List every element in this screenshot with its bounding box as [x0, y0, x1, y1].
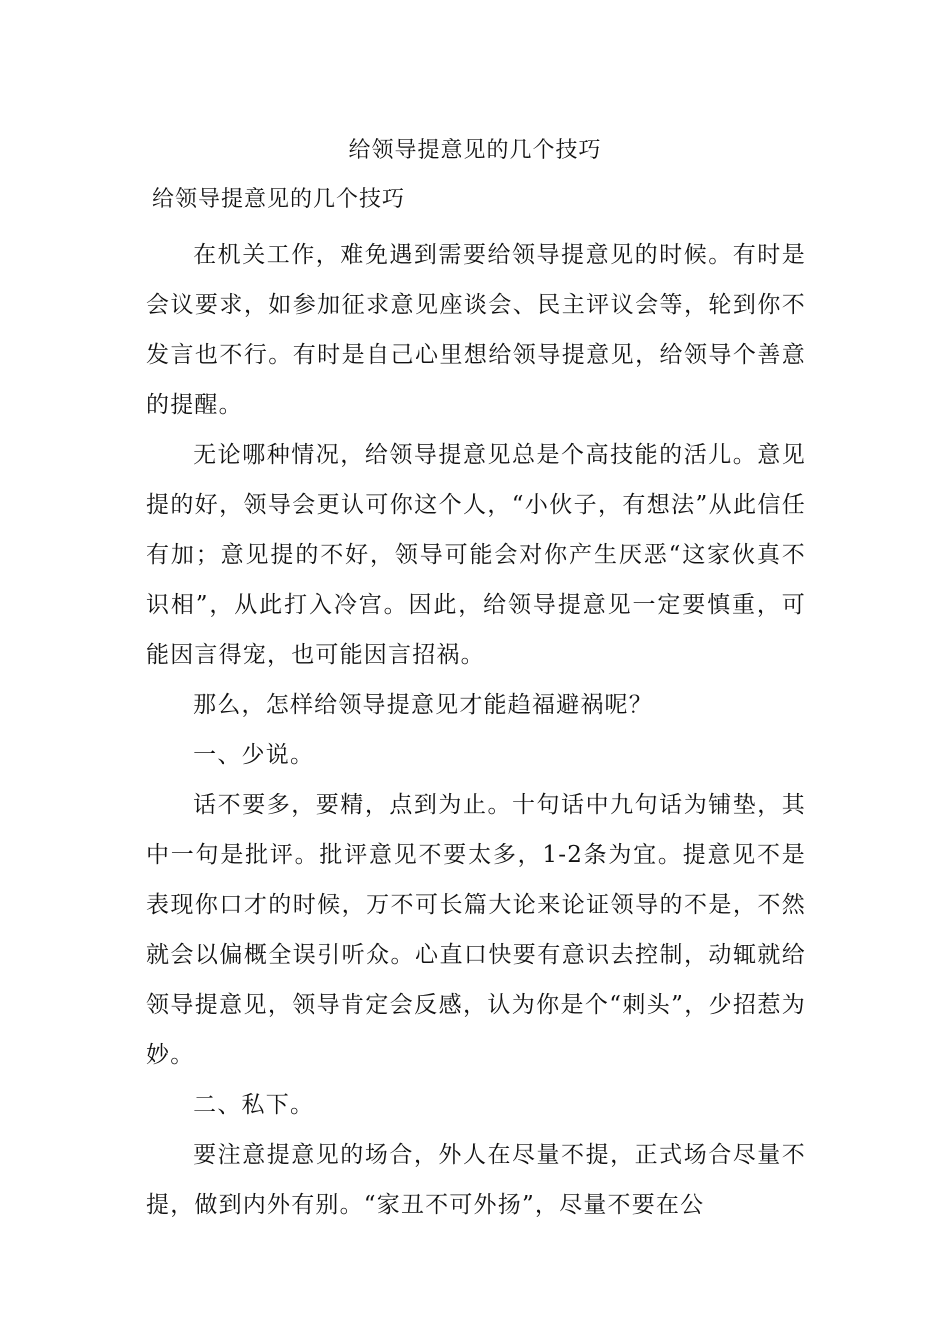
paragraph-situation: 无论哪种情况，给领导提意见总是个高技能的活儿。意见提的好，领导会更认可你这个人，“小伙子，有想法”从此信任有加；意见提的不好，领导可能会对你产生厌恶“这家伙真不识相”，从此打入冷宫。因此，给领导提意见一定要慎重，可能因言得宠，也可能因言招祸。 [146, 442, 806, 668]
section-heading-2: 二、私下。 [193, 1092, 315, 1118]
paragraph-section-2: 要注意提意见的场合，外人在尽量不提，正式场合尽量不提，做到内外有别。“家丑不可外扬”，尽量不要在公 [146, 1142, 806, 1218]
paragraph-intro: 在机关工作，难免遇到需要给领导提意见的时候。有时是会议要求，如参加征求意见座谈会、民主评议会等，轮到你不发言也不行。有时是自己心里想给领导提意见，给领导个善意的提醒。 [146, 242, 806, 418]
paragraph-section-1: 话不要多，要精，点到为止。十句话中九句话为铺垫，其中一句是批评。批评意见不要太多，1-2条为宜。提意见不是表现你口才的时候，万不可长篇大论来论证领导的不是，不然就会以偏概全误引听众。心直口快要有意识去控制，动辄就给领导提意见，领导肯定会反感，认为你是个“刺头”，少招惹为妙。 [146, 792, 806, 1068]
section-heading-1: 一、少说。 [193, 742, 315, 768]
document-subtitle: 给领导提意见的几个技巧 [152, 187, 406, 212]
document-title: 给领导提意见的几个技巧 [348, 138, 602, 163]
paragraph-question: 那么，怎样给领导提意见才能趋福避祸呢？ [193, 692, 653, 718]
document-body [146, 230, 806, 1230]
